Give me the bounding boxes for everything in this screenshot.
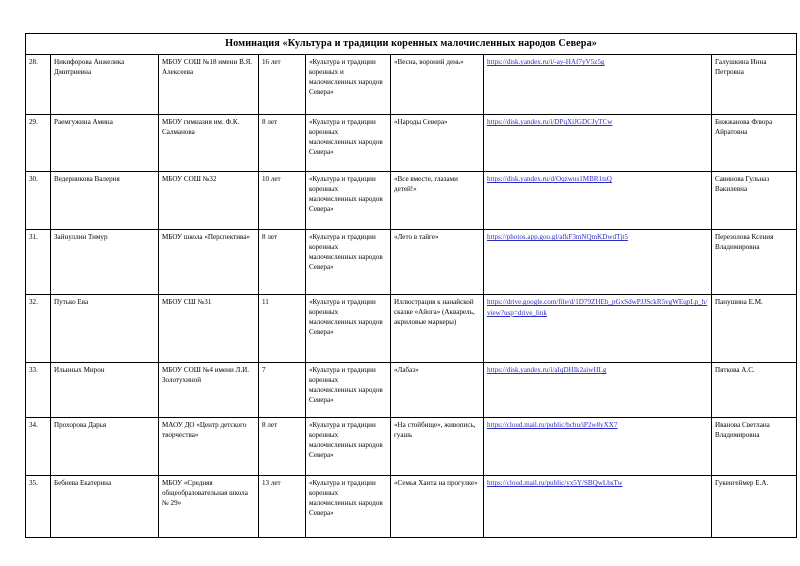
participant-name-cell: Никифорова Анжелика Дмитриевна	[51, 55, 159, 115]
participant-name-cell: Раемгужина Амина	[51, 115, 159, 172]
nomination-cell: «Культура и традиции коренных малочисленных народов Севера»	[306, 230, 391, 295]
row-number-cell: 32.	[26, 295, 51, 363]
teacher-cell: Панушина Е.М.	[712, 295, 797, 363]
work-title-cell: Иллюстрация к нанайской сказке «Айога» (Акварель, акриловые маркеры)	[391, 295, 484, 363]
age-cell: 16 лет	[259, 55, 306, 115]
work-link[interactable]: https://cloud.mail.ru/public/bchu/iP2w8yXX7	[487, 421, 618, 430]
row-number-cell: 31.	[26, 230, 51, 295]
age-cell: 13 лет	[259, 476, 306, 538]
work-link[interactable]: https://drive.google.com/file/d/1D79ZHEb_pGxSdwPJJSckR5vgWEqpLp_h/view?usp=drive_link	[487, 298, 708, 317]
age-cell: 8 лет	[259, 115, 306, 172]
table-row	[26, 55, 797, 115]
participant-name-cell: Ведерникова Валерия	[51, 172, 159, 230]
participant-name-cell: Ильиных Мирон	[51, 363, 159, 418]
work-title-cell: «Весна, вороний день»	[391, 55, 484, 115]
age-cell: 8 лет	[259, 230, 306, 295]
table-body	[26, 34, 797, 538]
nomination-cell: «Культура и традиции коренных малочисленных народов Севера»	[306, 476, 391, 538]
school-cell: МБОУ «Средняя общеобразовательная школа № 29»	[159, 476, 259, 538]
nomination-cell: «Культура и традиции коренных малочисленных народов Севера»	[306, 115, 391, 172]
table-row	[26, 230, 797, 295]
participant-name-cell: Путько Ева	[51, 295, 159, 363]
teacher-cell: Иванова Светлана Владимировна	[712, 418, 797, 476]
work-title-cell: «Лабаз»	[391, 363, 484, 418]
age-cell: 10 лет	[259, 172, 306, 230]
row-number-cell: 34.	[26, 418, 51, 476]
work-link[interactable]: https://disk.yandex.ru/i/aIqDHIk2aiwHLg	[487, 366, 607, 375]
age-cell: 8 лет	[259, 418, 306, 476]
nomination-cell: «Культура и традиции коренных и малочисленных народов Севера»	[306, 55, 391, 115]
school-cell: МБОУ СОШ №32	[159, 172, 259, 230]
teacher-cell: Галушкина Инна Петровна	[712, 55, 797, 115]
row-number-cell: 33.	[26, 363, 51, 418]
work-title-cell: «Семья Ханта на прогулке»	[391, 476, 484, 538]
work-link-cell	[484, 172, 712, 230]
work-title-cell: «На стойбище», живопись, гуашь	[391, 418, 484, 476]
work-link[interactable]: https://photos.app.goo.gl/afkF3mNQmKDwdTjt5	[487, 233, 628, 242]
work-link[interactable]: https://disk.yandex.ru/d/Oqzwus1MBR1tsQ	[487, 175, 612, 184]
row-number-cell: 35.	[26, 476, 51, 538]
school-cell: МБОУ СОШ №4 имени Л.И. Золотухиной	[159, 363, 259, 418]
age-cell: 7	[259, 363, 306, 418]
nomination-cell: «Культура и традиции коренных малочисленных народов Севера»	[306, 295, 391, 363]
participant-name-cell: Зайнуллин Тимур	[51, 230, 159, 295]
nomination-cell: «Культура и традиции коренных малочисленных народов Севера»	[306, 418, 391, 476]
work-link[interactable]: https://disk.yandex.ru/i/-ay-HAf7yV5z5g	[487, 58, 605, 67]
work-link-cell	[484, 363, 712, 418]
participant-name-cell: Бебнева Екатерина	[51, 476, 159, 538]
teacher-cell: Савинова Гульназ Вакилевна	[712, 172, 797, 230]
row-number-cell: 29.	[26, 115, 51, 172]
school-cell: МБОУ школа «Перспектива»	[159, 230, 259, 295]
table-row	[26, 363, 797, 418]
school-cell: МАОУ ДО «Центр детского творчества»	[159, 418, 259, 476]
nomination-cell: «Культура и традиции коренных малочисленных народов Севера»	[306, 363, 391, 418]
work-link-cell	[484, 295, 712, 363]
work-link-cell	[484, 115, 712, 172]
row-number-cell: 28.	[26, 55, 51, 115]
work-link-cell	[484, 418, 712, 476]
nomination-banner-title: Номинация «Культура и традиции коренных малочисленных народов Севера»	[26, 34, 797, 55]
work-title-cell: «Все вместе, глазами детей!»	[391, 172, 484, 230]
table-sheet	[25, 33, 776, 538]
work-link-cell	[484, 476, 712, 538]
work-link[interactable]: https://disk.yandex.ru/i/DPqXiJGDCJyTCw	[487, 118, 613, 127]
table-row	[26, 295, 797, 363]
work-link-cell	[484, 55, 712, 115]
table-row	[26, 115, 797, 172]
work-link[interactable]: https://cloud.mail.ru/public/yx5Y/SBQwLbsTw	[487, 479, 623, 488]
nomination-cell: «Культура и традиции коренных малочисленных народов Севера»	[306, 172, 391, 230]
school-cell: МБОУ СОШ №18 имени В.Я. Алексеева	[159, 55, 259, 115]
teacher-cell: Перезолова Ксения Владимировна	[712, 230, 797, 295]
table-row	[26, 172, 797, 230]
participant-name-cell: Прохорова Дарья	[51, 418, 159, 476]
work-title-cell: «Лето в тайге»	[391, 230, 484, 295]
table-row	[26, 418, 797, 476]
work-title-cell: «Народы Севера»	[391, 115, 484, 172]
work-link-cell	[484, 230, 712, 295]
nomination-banner-row	[26, 34, 797, 55]
school-cell: МБОУ СШ №31	[159, 295, 259, 363]
table-row	[26, 476, 797, 538]
age-cell: 11	[259, 295, 306, 363]
teacher-cell: Пяткова А.С.	[712, 363, 797, 418]
teacher-cell: Гукенгеймер Е.А.	[712, 476, 797, 538]
participants-table	[25, 33, 797, 538]
teacher-cell: Бижжанова Флюра Айратовна	[712, 115, 797, 172]
school-cell: МБОУ гимназия им. Ф.К. Салманова	[159, 115, 259, 172]
row-number-cell: 30.	[26, 172, 51, 230]
